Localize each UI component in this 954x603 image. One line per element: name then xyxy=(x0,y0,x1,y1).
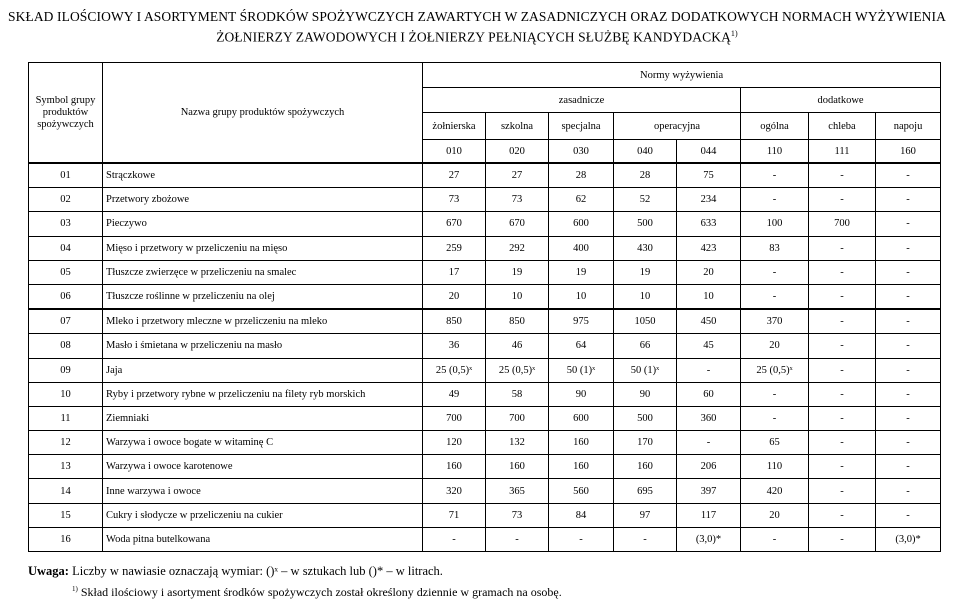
row-value: 75 xyxy=(677,163,741,188)
row-value: 600 xyxy=(549,406,614,430)
table-row xyxy=(29,479,941,503)
row-value: - xyxy=(677,431,741,455)
row-value: 28 xyxy=(549,163,614,188)
row-value: 120 xyxy=(423,431,486,455)
row-value: - xyxy=(809,455,876,479)
row-value: - xyxy=(809,334,876,358)
row-value: - xyxy=(809,503,876,527)
row-value: - xyxy=(876,309,941,334)
row-name: Tłuszcze zwierzęce w przeliczeniu na smalec xyxy=(103,260,423,284)
row-value: 25 (0,5)ˣ xyxy=(486,358,549,382)
row-value: - xyxy=(809,284,876,309)
row-value: - xyxy=(876,406,941,430)
note-footnote-mark: 1) xyxy=(72,585,78,593)
row-value: - xyxy=(809,406,876,430)
header-col-chleba: chleba xyxy=(809,113,876,140)
row-value: 110 xyxy=(741,455,809,479)
row-value: 71 xyxy=(423,503,486,527)
document-title xyxy=(0,8,954,46)
row-symbol: 03 xyxy=(29,212,103,236)
header-additional: dodatkowe xyxy=(741,88,941,113)
row-value: 50 (1)ˣ xyxy=(549,358,614,382)
row-value: 62 xyxy=(549,188,614,212)
row-value: 36 xyxy=(423,334,486,358)
row-value: (3,0)* xyxy=(876,527,941,551)
row-name: Przetwory zbożowe xyxy=(103,188,423,212)
row-value: 84 xyxy=(549,503,614,527)
row-symbol: 04 xyxy=(29,236,103,260)
row-value: 64 xyxy=(549,334,614,358)
table-row xyxy=(29,406,941,430)
header-code: 020 xyxy=(486,140,549,164)
row-value: 975 xyxy=(549,309,614,334)
row-name: Masło i śmietana w przeliczeniu na masło xyxy=(103,334,423,358)
title-line-2: ŻOŁNIERZY ZAWODOWYCH I ŻOŁNIERZY PEŁNIĄCYCH SŁUŻBĘ KANDYDACKĄ$^{1)}$ xyxy=(216,29,738,45)
title-line-1: SKŁAD ILOŚCIOWY I ASORTYMENT ŚRODKÓW SPOŻYWCZYCH ZAWARTYCH W ZASADNICZYCH ORAZ DODATKOWYCH NORMACH WYŻYWIENIA xyxy=(8,9,946,24)
row-value: 633 xyxy=(677,212,741,236)
row-symbol: 07 xyxy=(29,309,103,334)
row-symbol: 14 xyxy=(29,479,103,503)
row-value: 423 xyxy=(677,236,741,260)
note-uwaga-label: Uwaga: xyxy=(28,564,69,578)
row-value: 292 xyxy=(486,236,549,260)
row-value: 66 xyxy=(614,334,677,358)
row-value: 600 xyxy=(549,212,614,236)
header-name: Nazwa grupy produktów spożywczych xyxy=(103,63,423,164)
row-symbol: 12 xyxy=(29,431,103,455)
row-value: 52 xyxy=(614,188,677,212)
row-value: 58 xyxy=(486,382,549,406)
row-value: 132 xyxy=(486,431,549,455)
row-symbol: 16 xyxy=(29,527,103,551)
row-value: - xyxy=(809,236,876,260)
row-value: 160 xyxy=(549,431,614,455)
row-value: 370 xyxy=(741,309,809,334)
row-value: 420 xyxy=(741,479,809,503)
row-name: Woda pitna butelkowana xyxy=(103,527,423,551)
row-value: 670 xyxy=(486,212,549,236)
row-value: 500 xyxy=(614,212,677,236)
row-name: Jaja xyxy=(103,358,423,382)
row-value: 117 xyxy=(677,503,741,527)
row-value: - xyxy=(876,260,941,284)
header-col-szkolna: szkolna xyxy=(486,113,549,140)
row-value: 19 xyxy=(486,260,549,284)
row-value: 560 xyxy=(549,479,614,503)
row-value: - xyxy=(741,260,809,284)
header-col-ogolna: ogólna xyxy=(741,113,809,140)
row-symbol: 08 xyxy=(29,334,103,358)
row-value: - xyxy=(876,284,941,309)
header-code: 044 xyxy=(677,140,741,164)
note-footnote-text: Skład ilościowy i asortyment środków spożywczych został określony dziennie w gramach na osobę. xyxy=(80,585,562,599)
row-value: 73 xyxy=(486,503,549,527)
row-value: (3,0)* xyxy=(677,527,741,551)
row-value: - xyxy=(876,212,941,236)
row-value: - xyxy=(876,382,941,406)
row-value: - xyxy=(549,527,614,551)
row-value: - xyxy=(876,431,941,455)
row-symbol: 15 xyxy=(29,503,103,527)
row-value: 97 xyxy=(614,503,677,527)
row-value: - xyxy=(809,527,876,551)
table-row xyxy=(29,527,941,551)
row-name: Warzywa i owoce karotenowe xyxy=(103,455,423,479)
row-value: - xyxy=(741,406,809,430)
row-value: 160 xyxy=(486,455,549,479)
row-value: 25 (0,5)ˣ xyxy=(741,358,809,382)
row-symbol: 01 xyxy=(29,163,103,188)
row-value: 10 xyxy=(677,284,741,309)
note-uwaga-text: Liczby w nawiasie oznaczają wymiar: ()ˣ – w sztukach lub ()* – w litrach. xyxy=(72,564,443,578)
row-value: 73 xyxy=(423,188,486,212)
row-value: 670 xyxy=(423,212,486,236)
row-value: - xyxy=(809,382,876,406)
row-value: 695 xyxy=(614,479,677,503)
row-value: 27 xyxy=(486,163,549,188)
row-name: Ryby i przetwory rybne w przeliczeniu na filety ryb morskich xyxy=(103,382,423,406)
row-name: Cukry i słodycze w przeliczeniu na cukier xyxy=(103,503,423,527)
row-value: 450 xyxy=(677,309,741,334)
row-value: 90 xyxy=(614,382,677,406)
row-value: - xyxy=(876,358,941,382)
row-value: - xyxy=(614,527,677,551)
table-row xyxy=(29,455,941,479)
row-value: - xyxy=(741,382,809,406)
table-row xyxy=(29,163,941,188)
table-row xyxy=(29,431,941,455)
row-name: Inne warzywa i owoce xyxy=(103,479,423,503)
row-value: - xyxy=(741,188,809,212)
row-value: 20 xyxy=(677,260,741,284)
row-name: Mięso i przetwory w przeliczeniu na mięso xyxy=(103,236,423,260)
row-value: 65 xyxy=(741,431,809,455)
row-name: Ziemniaki xyxy=(103,406,423,430)
row-value: - xyxy=(809,163,876,188)
row-value: - xyxy=(809,260,876,284)
row-symbol: 10 xyxy=(29,382,103,406)
row-value: - xyxy=(876,334,941,358)
row-value: 20 xyxy=(741,503,809,527)
row-value: - xyxy=(809,188,876,212)
row-value: 49 xyxy=(423,382,486,406)
row-name: Tłuszcze roślinne w przeliczeniu na olej xyxy=(103,284,423,309)
row-value: 90 xyxy=(549,382,614,406)
row-value: 206 xyxy=(677,455,741,479)
row-value: 365 xyxy=(486,479,549,503)
row-symbol: 09 xyxy=(29,358,103,382)
header-col-specjalna: specjalna xyxy=(549,113,614,140)
row-value: - xyxy=(809,431,876,455)
food-norms-table xyxy=(28,62,941,552)
note-footnote xyxy=(72,585,562,600)
row-value: 700 xyxy=(809,212,876,236)
row-value: 160 xyxy=(423,455,486,479)
row-value: 234 xyxy=(677,188,741,212)
row-value: - xyxy=(741,527,809,551)
row-value: - xyxy=(876,503,941,527)
table-row xyxy=(29,334,941,358)
row-value: 20 xyxy=(741,334,809,358)
row-name: Warzywa i owoce bogate w witaminę C xyxy=(103,431,423,455)
row-value: 1050 xyxy=(614,309,677,334)
row-value: 160 xyxy=(549,455,614,479)
row-value: 17 xyxy=(423,260,486,284)
row-value: - xyxy=(876,236,941,260)
row-value: 850 xyxy=(423,309,486,334)
row-value: 83 xyxy=(741,236,809,260)
row-value: 400 xyxy=(549,236,614,260)
header-col-operacyjna: operacyjna xyxy=(614,113,741,140)
table-row xyxy=(29,212,941,236)
table-row xyxy=(29,260,941,284)
header-code: 110 xyxy=(741,140,809,164)
header-code: 111 xyxy=(809,140,876,164)
row-value: 19 xyxy=(549,260,614,284)
row-value: 10 xyxy=(549,284,614,309)
row-symbol: 05 xyxy=(29,260,103,284)
row-value: - xyxy=(741,284,809,309)
row-value: - xyxy=(486,527,549,551)
row-value: 27 xyxy=(423,163,486,188)
row-value: - xyxy=(876,479,941,503)
row-value: 10 xyxy=(614,284,677,309)
row-value: 700 xyxy=(486,406,549,430)
row-value: 100 xyxy=(741,212,809,236)
row-value: - xyxy=(423,527,486,551)
row-value: 850 xyxy=(486,309,549,334)
header-col-zolnierska: żołnierska xyxy=(423,113,486,140)
row-value: 430 xyxy=(614,236,677,260)
row-value: 28 xyxy=(614,163,677,188)
row-value: 397 xyxy=(677,479,741,503)
row-value: - xyxy=(876,163,941,188)
row-name: Strączkowe xyxy=(103,163,423,188)
row-name: Pieczywo xyxy=(103,212,423,236)
row-name: Mleko i przetwory mleczne w przeliczeniu na mleko xyxy=(103,309,423,334)
row-value: - xyxy=(876,188,941,212)
row-value: 60 xyxy=(677,382,741,406)
row-value: 46 xyxy=(486,334,549,358)
header-basic: zasadnicze xyxy=(423,88,741,113)
row-value: 259 xyxy=(423,236,486,260)
row-value: 73 xyxy=(486,188,549,212)
table-row xyxy=(29,188,941,212)
row-value: - xyxy=(809,479,876,503)
row-value: 170 xyxy=(614,431,677,455)
table-row xyxy=(29,358,941,382)
row-value: 50 (1)ˣ xyxy=(614,358,677,382)
table-row xyxy=(29,382,941,406)
header-col-napoju: napoju xyxy=(876,113,941,140)
row-value: 25 (0,5)ˣ xyxy=(423,358,486,382)
table-row xyxy=(29,236,941,260)
row-symbol: 11 xyxy=(29,406,103,430)
header-symbol: Symbol grupy produktów spożywczych xyxy=(29,63,103,164)
row-value: - xyxy=(809,309,876,334)
table-row xyxy=(29,284,941,309)
row-value: - xyxy=(677,358,741,382)
header-code: 030 xyxy=(549,140,614,164)
row-value: - xyxy=(741,163,809,188)
row-value: 45 xyxy=(677,334,741,358)
row-value: 500 xyxy=(614,406,677,430)
table-row xyxy=(29,309,941,334)
row-value: 160 xyxy=(614,455,677,479)
row-value: 10 xyxy=(486,284,549,309)
note-uwaga xyxy=(28,564,443,579)
header-code: 010 xyxy=(423,140,486,164)
header-norms: Normy wyżywienia xyxy=(423,63,941,88)
row-symbol: 02 xyxy=(29,188,103,212)
row-value: 320 xyxy=(423,479,486,503)
header-code: 160 xyxy=(876,140,941,164)
table-row xyxy=(29,503,941,527)
row-symbol: 13 xyxy=(29,455,103,479)
row-value: 360 xyxy=(677,406,741,430)
title-footnote-mark: 1) xyxy=(730,29,738,38)
row-value: 700 xyxy=(423,406,486,430)
row-value: 20 xyxy=(423,284,486,309)
row-value: - xyxy=(876,455,941,479)
row-value: - xyxy=(809,358,876,382)
row-value: 19 xyxy=(614,260,677,284)
row-symbol: 06 xyxy=(29,284,103,309)
header-code: 040 xyxy=(614,140,677,164)
